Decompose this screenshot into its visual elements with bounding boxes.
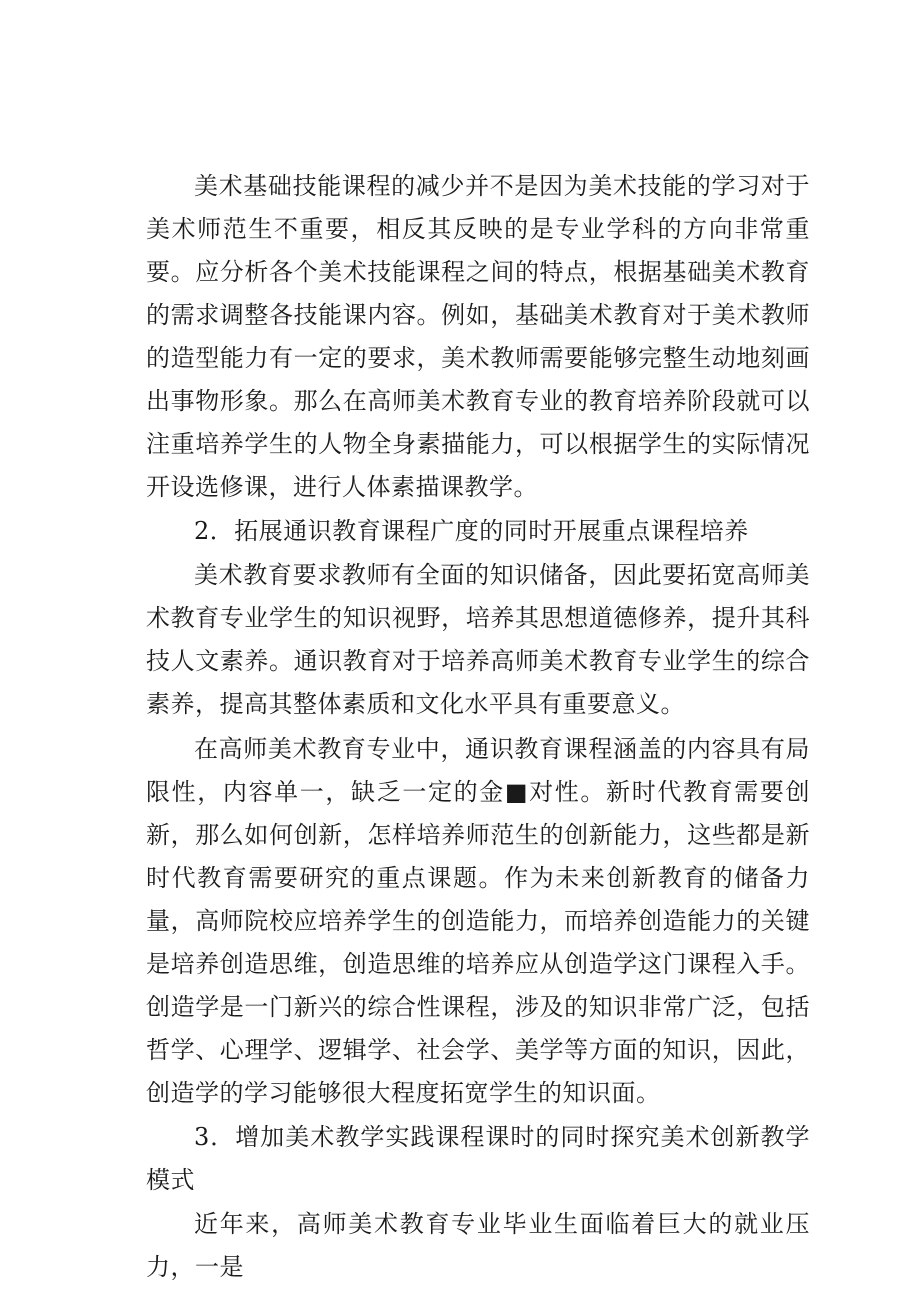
section-heading-2: 2．拓展通识教育课程广度的同时开展重点课程培养 [194, 517, 749, 545]
section-heading-3: 3．增加美术教学实践课程课时的同时探究美术创新教学模式 [146, 1123, 810, 1194]
paragraph-general-education: 在高师美术教育专业中，通识教育课程涵盖的内容具有局限性，内容单一，缺乏一定的金■对性。新时代教育需要创新，那么如何创新，怎样培养师范生的创新能力，这些都是新时代教育需要研究的重点课题。作为未来创新教育的储备力量，高师院校应培养学生的创造能力，而培养创造能力的关键是培养创造思维，创造思维的培养应从创造学这门课程入手。创造学是一门新兴的综合性课程，涉及的知识非常广泛，包括哲学、心理学、逻辑学、社会学、美学等方面的知识，因此，创造学的学习能够很大程度拓宽学生的知识面。 [146, 735, 810, 1107]
document-body [146, 165, 810, 1289]
paragraph-skills-courses: 美术基础技能课程的减少并不是因为美术技能的学习对于美术师范生不重要，相反其反映的是专业学科的方向非常重要。应分析各个美术技能课程之间的特点，根据基础美术教育的需求调整各技能课内容。例如，基础美术教育对于美术教师的造型能力有一定的要求，美术教师需要能够完整生动地刻画出事物形象。那么在高师美术教育专业的教育培养阶段就可以注重培养学生的人物全身素描能力，可以根据学生的实际情况开设选修课，进行人体素描课教学。 [146, 172, 810, 501]
paragraph-employment-pressure: 近年来，高师美术教育专业毕业生面临着巨大的就业压力，一是 [146, 1210, 810, 1281]
paragraph-knowledge-reserve: 美术教育要求教师有全面的知识储备，因此要拓宽高师美术教育专业学生的知识视野，培养其思想道德修养，提升其科技人文素养。通识教育对于培养高师美术教育专业学生的综合素养，提高其整体素质和文化水平具有重要意义。 [146, 561, 810, 718]
